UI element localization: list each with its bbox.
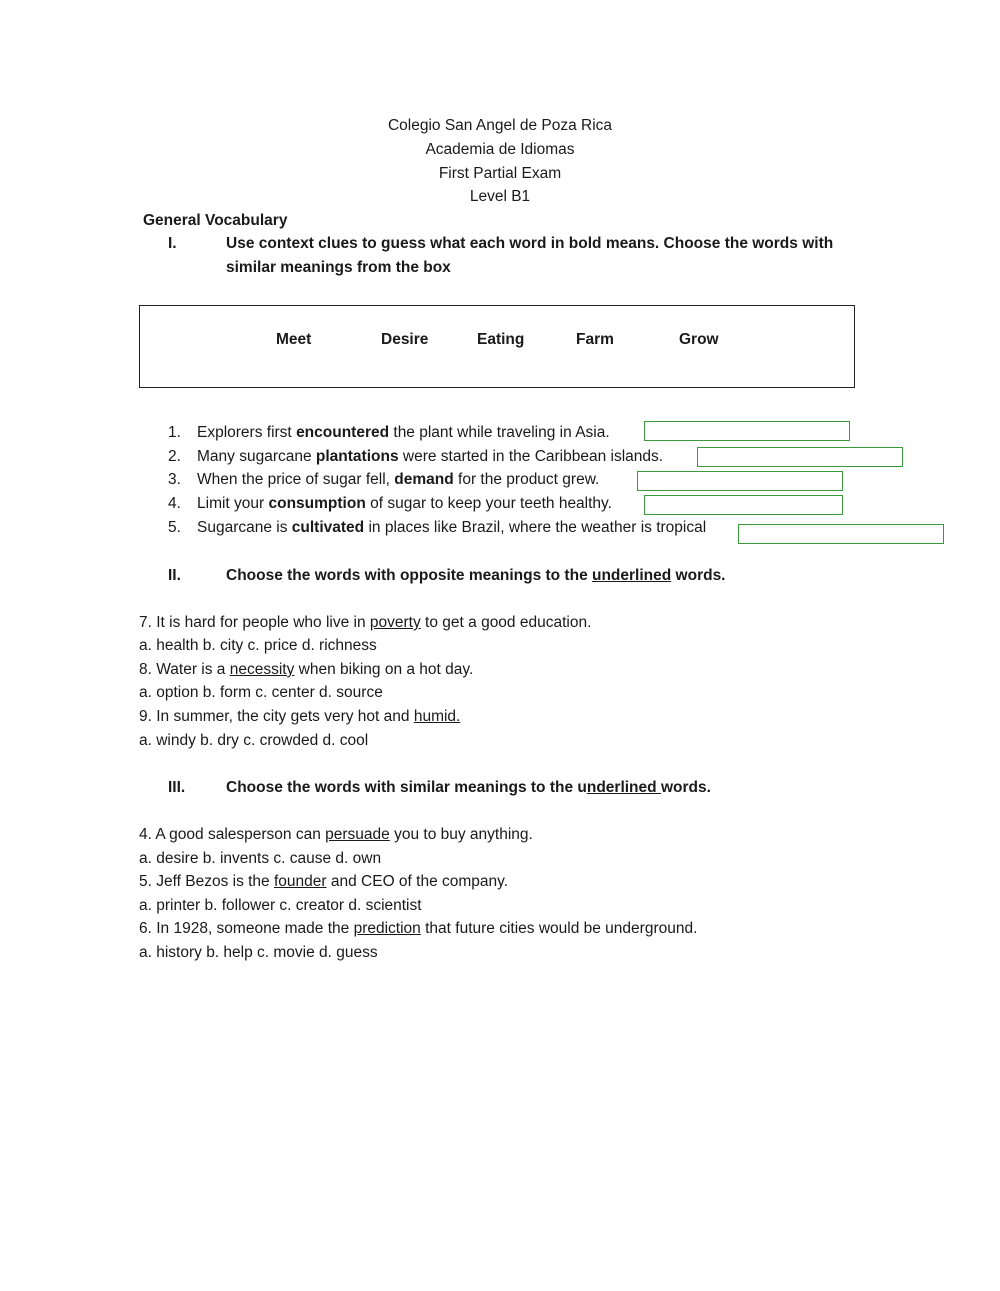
underlined-word: necessity [229,661,295,678]
question [139,613,591,633]
part3-numeral: III. [168,779,186,796]
underlined-word: prediction [353,920,421,937]
item-text: were started in the Caribbean islands. [398,448,664,465]
question-text: and CEO of the company. [326,873,509,890]
item-number: 4. [168,495,181,512]
item-text: When the price of sugar fell, [197,471,395,488]
underlined-word: humid. [413,708,461,725]
item-text: for the product grew. [453,471,600,488]
academy-name: Academia de Idiomas [425,141,575,158]
question-text: 8. Water is a [139,661,230,678]
underlined-word: persuade [325,826,390,843]
question-text: 5. Jeff Bezos is the [139,873,274,890]
answer-options: a. printer b. follower c. creator d. scientist [139,897,422,914]
part2-numeral: II. [168,567,181,584]
box-word: Eating [477,331,525,348]
answer-options: a. windy b. dry c. crowded d. cool [139,732,369,749]
part1-instruction-line1: Use context clues to guess what each word in bold means. Choose the words with [226,235,834,252]
question-text: when biking on a hot day. [294,661,474,678]
question-text: you to buy anything. [389,826,533,843]
item-text: Sugarcane is [197,519,292,536]
bold-word: plantations [315,448,399,465]
question [139,660,473,680]
answer-options: a. desire b. invents c. cause d. own [139,850,382,867]
box-word: Farm [576,331,614,348]
part3-instruction [226,778,711,798]
question-text: that future cities would be underground. [420,920,698,937]
item-text: the plant while traveling in Asia. [389,424,610,441]
question-text: 7. It is hard for people who live in [139,614,370,631]
bold-word: encountered [296,424,390,441]
question [139,919,697,939]
question [139,872,508,892]
part1-instruction-line2: similar meanings from the box [226,259,451,276]
item-number: 5. [168,519,181,536]
item-text: Many sugarcane [197,448,316,465]
underlined-word: poverty [369,614,421,631]
question-text: 6. In 1928, someone made the [139,920,354,937]
item-text: Explorers first [197,424,297,441]
item-text: in places like Brazil, where the weather is tropical [364,519,707,536]
vocab-item [197,518,706,538]
vocab-item [197,494,612,514]
bold-word: demand [394,471,454,488]
question-text: to get a good education. [420,614,592,631]
item-text: of sugar to keep your teeth healthy. [365,495,612,512]
box-word: Grow [679,331,719,348]
part2-instruction [226,566,726,586]
question [139,707,460,727]
level-label: Level B1 [469,188,531,205]
vocab-item [197,470,599,490]
bold-word: consumption [268,495,366,512]
instruction-text: Choose the words with opposite meanings to the [226,567,592,584]
school-name: Colegio San Angel de Poza Rica [387,117,613,134]
section-title: General Vocabulary [143,212,288,229]
instruction-text: words. [671,567,726,584]
item-number: 1. [168,424,181,441]
answer-input-4[interactable] [644,495,843,515]
instruction-underlined: nderlined [586,779,661,796]
answer-input-1[interactable] [644,421,850,441]
underlined-word: founder [273,873,327,890]
part1-numeral: I. [168,235,177,252]
question-text: 9. In summer, the city gets very hot and [139,708,414,725]
question-text: 4. A good salesperson can [139,826,326,843]
item-text: Limit your [197,495,269,512]
bold-word: cultivated [291,519,365,536]
answer-input-5[interactable] [738,524,944,544]
instruction-text: Choose the words with similar meanings to the u [226,779,587,796]
question [139,825,533,845]
answer-options: a. history b. help c. movie d. guess [139,944,378,961]
instruction-text: words. [660,779,711,796]
answer-input-3[interactable] [637,471,843,491]
box-word: Desire [381,331,429,348]
box-word: Meet [276,331,312,348]
exam-title: First Partial Exam [438,165,562,182]
vocab-item [197,447,663,467]
answer-options: a. option b. form c. center d. source [139,684,383,701]
item-number: 3. [168,471,181,488]
item-number: 2. [168,448,181,465]
vocab-item [197,423,610,443]
instruction-underlined: underlined [592,567,672,584]
answer-input-2[interactable] [697,447,903,467]
answer-options: a. health b. city c. price d. richness [139,637,377,654]
